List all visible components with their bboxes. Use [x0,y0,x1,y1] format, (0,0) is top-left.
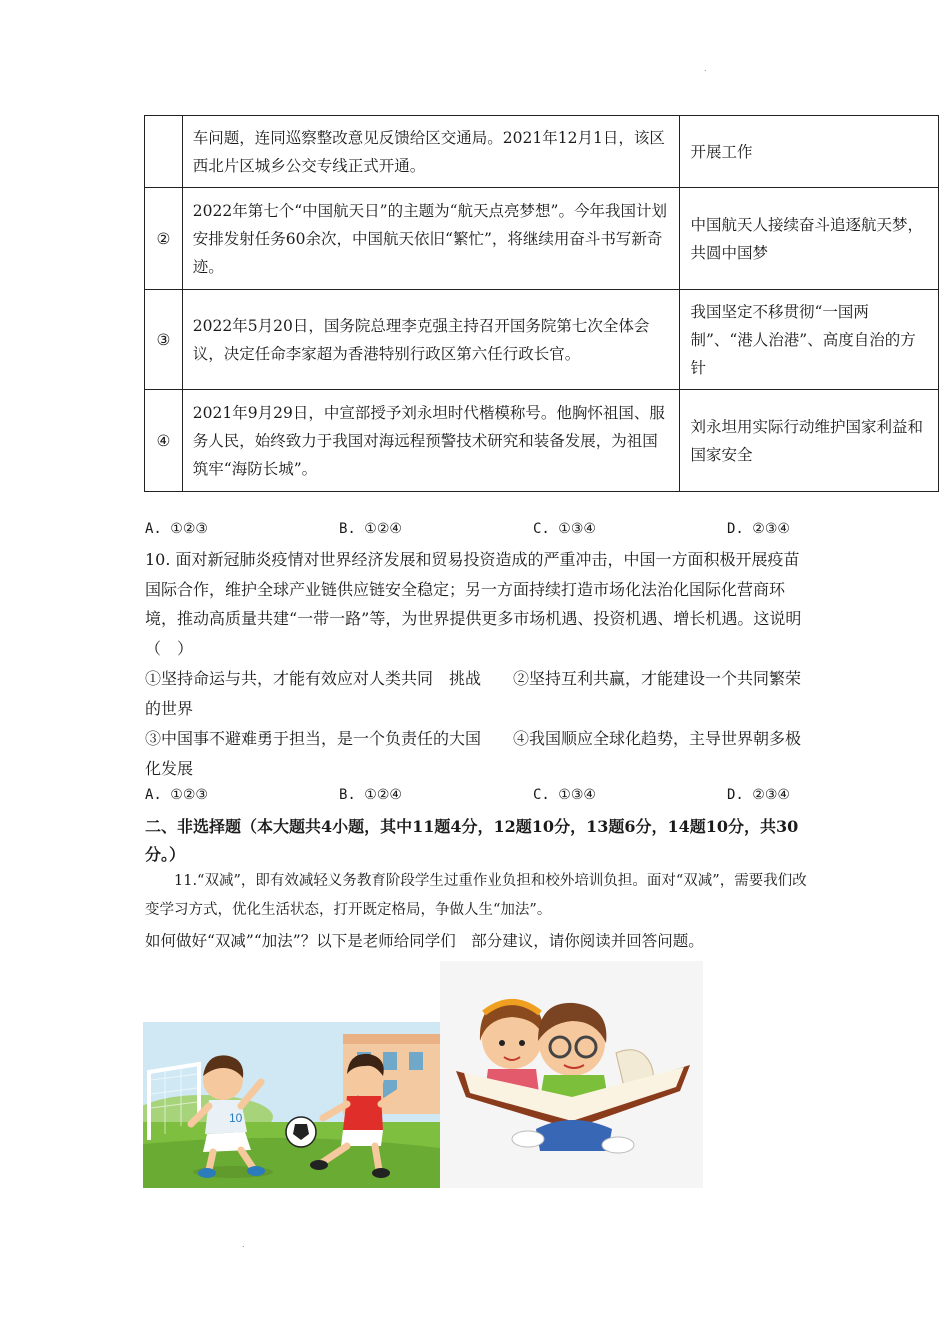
row-number: ③ [145,290,183,390]
table-row [145,390,939,492]
option-a[interactable]: A. ①②③ [145,787,208,803]
table-row [145,290,939,390]
scan-dot: . [242,1240,245,1249]
section-2-heading: 二、非选择题（本大题共4小题，其中11题4分，12题10分，13题6分，14题10分，共30分。） [145,817,799,864]
table-row [145,116,939,188]
q9-options [145,519,835,541]
table-row [145,188,939,290]
q10-statements-1: ①坚持命运与共，才能有效应对人类共同 挑战 ②坚持互利共赢，才能建设一个共同繁荣的世界 [145,669,802,718]
grass-shade [143,1138,440,1188]
row-material: 2021年9月29日，中宣部授予刘永坦时代楷模称号。他胸怀祖国、服务人民，始终致力于我国对海远程预警技术研究和装备发展，为祖国筑牢“海防长城”。 [182,390,680,492]
row-explanation: 中国航天人接续奋斗追逐航天梦，共圆中国梦 [680,188,939,290]
option-b[interactable]: B. ①②④ [339,787,402,803]
option-a[interactable]: A. ①②③ [145,521,208,537]
shoe [512,1131,544,1147]
girl-eye [519,1040,525,1046]
row-number: ④ [145,390,183,492]
boy-1-shoe [198,1168,216,1178]
row-material: 2022年5月20日，国务院总理李克强主持召开国务院第七次全体会议，决定任命李家超为香港特别行政区第六任行政长官。 [182,290,680,390]
boy-2-shoe [372,1168,390,1178]
option-d[interactable]: D. ②③④ [727,787,790,803]
boy-2-jersey [343,1096,383,1130]
q9-material-table [144,115,939,492]
option-c[interactable]: C. ①③④ [533,521,596,537]
q10-options [145,785,835,807]
option-b[interactable]: B. ①②④ [339,521,402,537]
row-material: 2022年第七个“中国航天日”的主题为“航天点亮梦想”。今年我国计划安排发射任务60余次，中国航天依旧“繁忙”，将继续用奋斗书写新奇迹。 [182,188,680,290]
option-c[interactable]: C. ①③④ [533,787,596,803]
row-explanation: 开展工作 [680,116,939,188]
q11-intro: 11.“双减”，即有效减轻义务教育阶段学生过重作业负担和校外培训负担。面对“双减”，需要我们改变学习方式，优化生活状态，打开既定格局，争做人生“加法”。 [145,873,807,918]
boy-2-shoe [310,1160,328,1170]
row-number [145,116,183,188]
q10-statements-2: ③中国事不避难勇于担当，是一个负责任的大国 ④我国顺应全球化趋势，主导世界朝多极化发展 [145,729,802,778]
row-explanation: 刘永坦用实际行动维护国家利益和国家安全 [680,390,939,492]
reading-illustration [440,961,703,1188]
boy-1-shoe [247,1166,265,1176]
jeans [536,1120,612,1151]
window [383,1052,397,1070]
scan-dot: . [704,64,707,73]
q11-prompt: 如何做好“双减”“加法”？以下是老师给同学们 部分建议，请你阅读并回答问题。 [145,932,704,950]
row-material: 车问题，连同巡察整改意见反馈给区交通局。2021年12月1日，该区西北片区城乡公交专线正式开通。 [182,116,680,188]
shoe [602,1137,634,1153]
row-explanation: 我国坚定不移贯彻“一国两制”、“港人治港”、高度自治的方针 [680,290,939,390]
row-number: ② [145,188,183,290]
soccer-illustration [143,1022,440,1188]
jersey-number: 10 [229,1111,243,1125]
option-d[interactable]: D. ②③④ [727,521,790,537]
window [409,1052,423,1070]
girl-eye [499,1040,505,1046]
building-roof [343,1034,440,1044]
q10-stem: 10. 面对新冠肺炎疫情对世界经济发展和贸易投资造成的严重冲击，中国一方面积极开展疫苗国际合作，维护全球产业链供应链安全稳定；另一方面持续打造市场化法治化国际化营商环境，推动高质量共建“一带一路”等，为世界提供更多市场机遇、投资机遇、增长机遇。这说明（ ） [145,550,802,658]
